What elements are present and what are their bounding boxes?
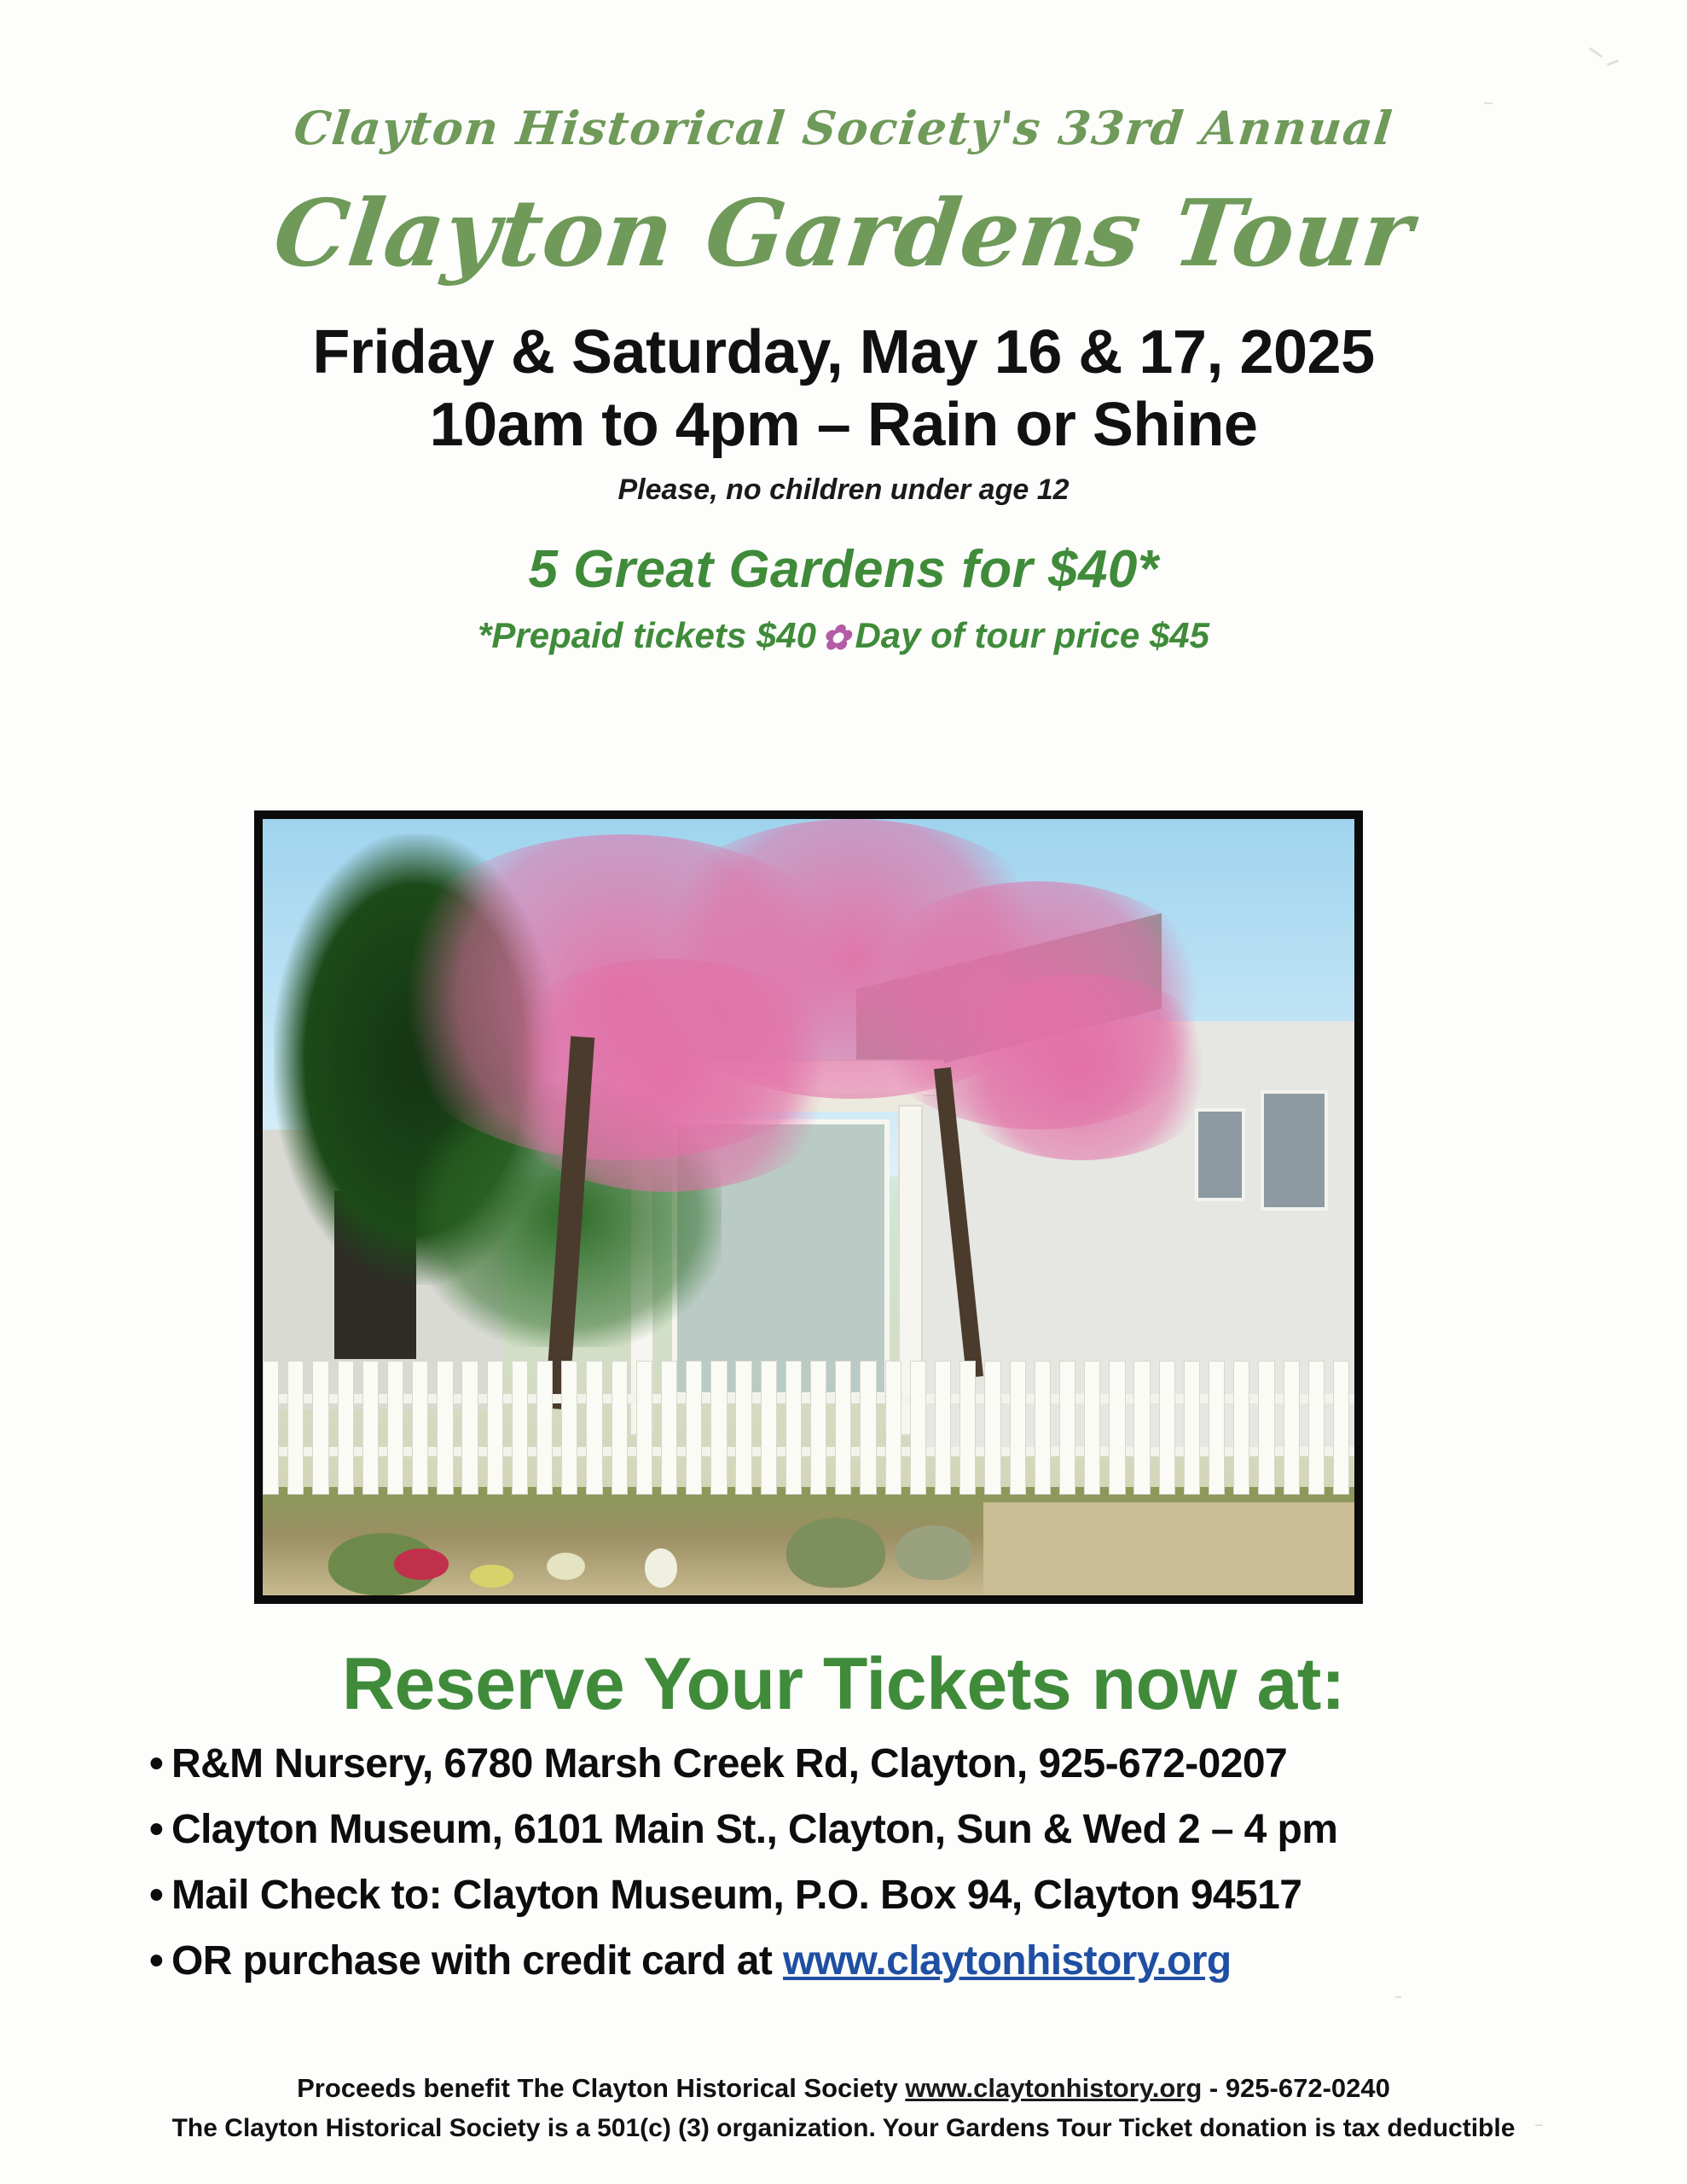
event-hours: 10am to 4pm – Rain or Shine: [429, 391, 1258, 460]
list-item-text: R&M Nursery, 6780 Marsh Creek Rd, Clayton, 925-672-0207: [171, 1741, 1288, 1786]
flower-icon: ✿: [820, 619, 850, 658]
photo-picket: [1010, 1361, 1026, 1495]
page-title: Clayton Gardens Tour: [268, 180, 1419, 288]
footer-proceeds-post: - 925-672-0240: [1202, 2073, 1390, 2103]
footer: [0, 2073, 1687, 2143]
photo-flowers: [645, 1548, 677, 1588]
photo-picket: [487, 1361, 503, 1495]
photo-picket: [461, 1361, 478, 1495]
photo-picket: [810, 1361, 826, 1495]
photo-flowers: [547, 1553, 585, 1580]
footer-proceeds-pre: Proceeds benefit The Clayton Historical Society: [297, 2073, 906, 2103]
price-detail: [0, 615, 1687, 658]
list-item: [149, 1740, 1565, 1787]
photo-window: [1195, 1108, 1245, 1202]
photo-picket: [910, 1361, 926, 1495]
photo-flowers: [470, 1565, 513, 1588]
photo-picket: [312, 1361, 328, 1495]
photo-picket: [362, 1361, 379, 1495]
photo-picket: [686, 1361, 702, 1495]
list-item: [149, 1872, 1565, 1919]
footer-tax-note: The Clayton Historical Society is a 501(c) (3) organization. Your Gardens Tour Ticket donation is tax deductible: [171, 2114, 1516, 2142]
photo-picket: [1209, 1361, 1225, 1495]
photo-picket: [860, 1361, 876, 1495]
photo-picket: [984, 1361, 1000, 1495]
photo-picket: [437, 1361, 453, 1495]
website-link[interactable]: www.claytonhistory.org: [783, 1938, 1232, 1984]
photo-picket: [1308, 1361, 1325, 1495]
photo-picket: [1284, 1361, 1300, 1495]
flyer-header: [0, 0, 1687, 658]
photo-picket: [1059, 1361, 1075, 1495]
photo-picket: [263, 1361, 279, 1495]
photo-flowers: [394, 1548, 449, 1579]
age-note: Please, no children under age 12: [617, 473, 1070, 507]
prepaid-price: *Prepaid tickets $40: [478, 615, 816, 656]
photo-picket: [959, 1361, 976, 1495]
photo-picket: [412, 1361, 428, 1495]
price-headline: 5 Great Gardens for $40*: [528, 540, 1159, 600]
list-item: [149, 1806, 1565, 1853]
photo-picket: [1184, 1361, 1200, 1495]
photo-picket: [287, 1361, 304, 1495]
list-item: [149, 1937, 1565, 1984]
photo-picket: [512, 1361, 528, 1495]
bullet-icon: •: [149, 1807, 164, 1852]
garden-photo: [254, 810, 1363, 1604]
photo-blossom: [940, 974, 1224, 1160]
photo-picket: [935, 1361, 951, 1495]
bullet-icon: •: [149, 1741, 164, 1786]
photo-picket: [1133, 1361, 1150, 1495]
day-of-price: Day of tour price $45: [855, 615, 1209, 656]
photo-picket: [735, 1361, 751, 1495]
photo-picket: [835, 1361, 851, 1495]
photo-picket: [786, 1361, 802, 1495]
photo-blossom: [481, 959, 852, 1192]
bullet-icon: •: [149, 1938, 164, 1984]
photo-picket: [536, 1361, 553, 1495]
ticket-outlets-list: [149, 1740, 1565, 2003]
photo-picket: [761, 1361, 777, 1495]
photo-picket: [661, 1361, 677, 1495]
photo-picket-fence: [263, 1362, 1354, 1495]
photo-picket: [1084, 1361, 1100, 1495]
photo-picket: [387, 1361, 403, 1495]
photo-picket: [636, 1361, 652, 1495]
photo-shrub: [896, 1525, 972, 1580]
event-dates: Friday & Saturday, May 16 & 17, 2025: [312, 318, 1375, 387]
photo-picket: [1109, 1361, 1125, 1495]
org-line: Clayton Historical Society's 33rd Annual: [291, 101, 1396, 155]
garden-photo-image: [263, 819, 1354, 1595]
photo-path: [983, 1502, 1354, 1595]
photo-window: [1261, 1090, 1329, 1210]
photo-picket: [1159, 1361, 1175, 1495]
list-item-text: Clayton Museum, 6101 Main St., Clayton, Sun & Wed 2 – 4 pm: [171, 1807, 1338, 1852]
photo-picket: [612, 1361, 628, 1495]
photo-picket: [710, 1361, 727, 1495]
list-item-text: Mail Check to: Clayton Museum, P.O. Box 94, Clayton 94517: [171, 1873, 1302, 1918]
list-item-text: OR purchase with credit card at: [171, 1938, 783, 1984]
photo-picket: [586, 1361, 602, 1495]
photo-picket: [1258, 1361, 1274, 1495]
footer-website-link[interactable]: www.claytonhistory.org: [905, 2073, 1203, 2103]
footer-proceeds: [0, 2073, 1687, 2104]
photo-picket: [561, 1361, 577, 1495]
photo-picket: [1035, 1361, 1051, 1495]
photo-picket: [885, 1361, 901, 1495]
photo-shrub: [786, 1518, 884, 1588]
bullet-icon: •: [149, 1873, 164, 1918]
photo-picket: [338, 1361, 354, 1495]
photo-picket: [1333, 1361, 1349, 1495]
reserve-heading: Reserve Your Tickets now at:: [341, 1643, 1346, 1725]
photo-picket: [1233, 1361, 1249, 1495]
